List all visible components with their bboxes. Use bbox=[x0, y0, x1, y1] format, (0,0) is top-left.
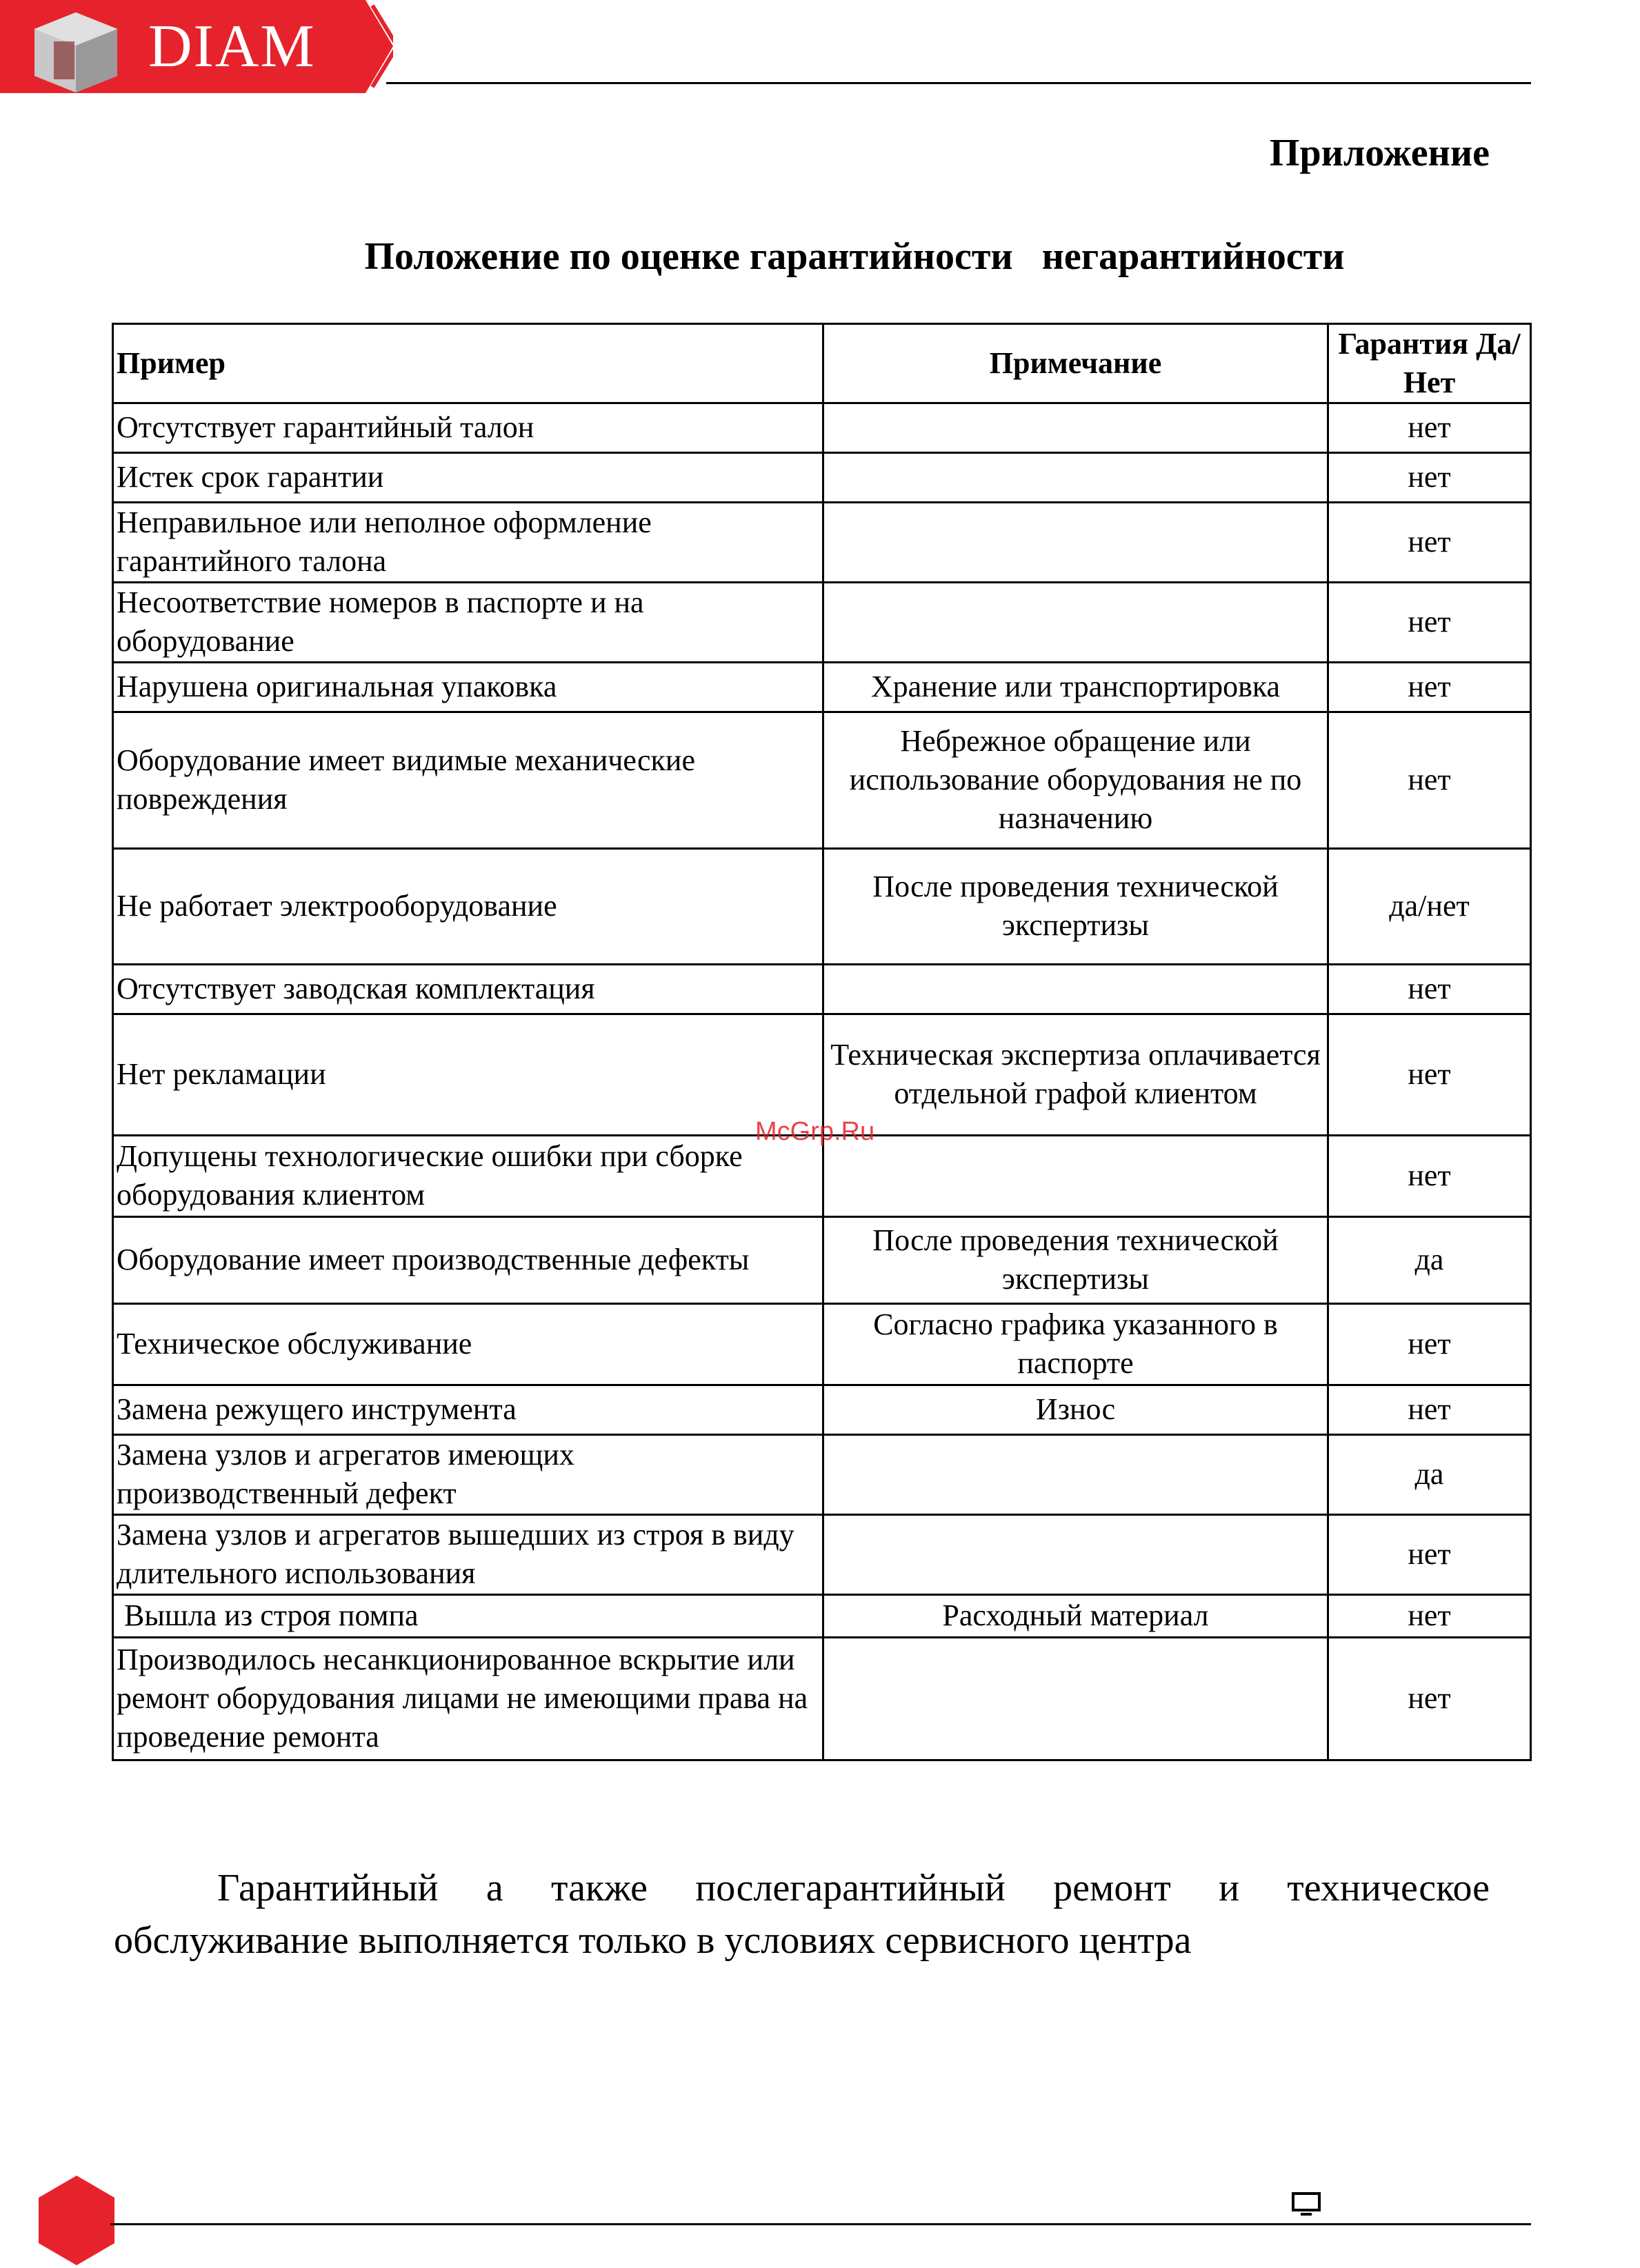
cell-example: Оборудование имеет видимые механические повреждения bbox=[113, 712, 823, 848]
cell-example: Несоответствие номеров в паспорте и на оборудование bbox=[113, 582, 823, 662]
cell-example: Нет рекламации bbox=[113, 1014, 823, 1135]
cell-note bbox=[823, 1514, 1328, 1594]
table-row bbox=[113, 662, 1531, 712]
closing-line-1: Гарантийный а также послегарантийный ремонт и техническое bbox=[217, 1867, 1490, 1909]
footer-divider bbox=[110, 2223, 1531, 2225]
cell-note bbox=[823, 502, 1328, 582]
cell-note: После проведения технической экспертизы bbox=[823, 1216, 1328, 1303]
document-title: Положение по оценке гарантийности негарантийности bbox=[364, 235, 1345, 278]
cell-warranty: нет bbox=[1328, 502, 1531, 582]
table-row bbox=[113, 848, 1531, 964]
cell-warranty: да bbox=[1328, 1216, 1531, 1303]
cell-warranty: нет bbox=[1328, 452, 1531, 502]
cell-example: Отсутствует заводская комплектация bbox=[113, 964, 823, 1014]
table-row bbox=[113, 1385, 1531, 1434]
cell-note: Износ bbox=[823, 1385, 1328, 1434]
cell-example: Истек срок гарантии bbox=[113, 452, 823, 502]
column-header-example: Пример bbox=[113, 324, 823, 403]
cell-example: Замена режущего инструмента bbox=[113, 1385, 823, 1434]
cell-example: Производилось несанкционированное вскрытие или ремонт оборудования лицами не имеющими права на проведение ремонта bbox=[113, 1637, 823, 1760]
watermark: McGrp.Ru bbox=[755, 1117, 875, 1146]
cell-example: Вышла из строя помпа bbox=[113, 1594, 823, 1637]
table-row bbox=[113, 1434, 1531, 1514]
cell-example: Отсутствует гарантийный талон bbox=[113, 403, 823, 452]
cell-example: Неправильное или неполное оформление гарантийного талона bbox=[113, 502, 823, 582]
header-divider bbox=[386, 82, 1531, 84]
cell-note: Согласно графика указанного в паспорте bbox=[823, 1303, 1328, 1385]
cell-warranty: да bbox=[1328, 1434, 1531, 1514]
table-row bbox=[113, 1135, 1531, 1216]
red-hexagon-icon bbox=[39, 2176, 114, 2265]
cell-warranty: нет bbox=[1328, 1303, 1531, 1385]
cell-note bbox=[823, 1637, 1328, 1760]
cell-warranty: да/нет bbox=[1328, 848, 1531, 964]
cell-note bbox=[823, 1434, 1328, 1514]
cell-example: Замена узлов и агрегатов имеющих производственный дефект bbox=[113, 1434, 823, 1514]
cell-note bbox=[823, 582, 1328, 662]
cell-note: После проведения технической экспертизы bbox=[823, 848, 1328, 964]
table-row bbox=[113, 452, 1531, 502]
cell-example: Оборудование имеет производственные дефекты bbox=[113, 1216, 823, 1303]
cell-example: Не работает электрооборудование bbox=[113, 848, 823, 964]
closing-line-2: обслуживание выполняется только в условиях сервисного центра bbox=[114, 1919, 1192, 1962]
cell-example: Нарушена оригинальная упаковка bbox=[113, 662, 823, 712]
cell-note bbox=[823, 403, 1328, 452]
warranty-table bbox=[112, 323, 1532, 1761]
table-row bbox=[113, 712, 1531, 848]
cell-example: Замена узлов и агрегатов вышедших из строя в виду длительного использования bbox=[113, 1514, 823, 1594]
cell-note: Техническая экспертиза оплачивается отдельной графой клиентом bbox=[823, 1014, 1328, 1135]
cell-warranty: нет bbox=[1328, 662, 1531, 712]
closing-paragraph bbox=[114, 1862, 1490, 1967]
cell-warranty: нет bbox=[1328, 403, 1531, 452]
diam-cube-logo-icon bbox=[34, 12, 117, 92]
cell-warranty: нет bbox=[1328, 1637, 1531, 1760]
appendix-label: Приложение bbox=[1269, 132, 1490, 174]
cell-warranty: нет bbox=[1328, 1514, 1531, 1594]
cell-warranty: нет bbox=[1328, 964, 1531, 1014]
table-row bbox=[113, 1637, 1531, 1760]
cell-note: Хранение или транспортировка bbox=[823, 662, 1328, 712]
table-row bbox=[113, 1216, 1531, 1303]
cell-warranty: нет bbox=[1328, 1135, 1531, 1216]
table-row bbox=[113, 502, 1531, 582]
monitor-icon bbox=[1291, 2191, 1321, 2219]
table-header-row bbox=[113, 324, 1531, 403]
cell-warranty: нет bbox=[1328, 1594, 1531, 1637]
table-row bbox=[113, 403, 1531, 452]
table-row bbox=[113, 964, 1531, 1014]
column-header-note: Примечание bbox=[823, 324, 1328, 403]
cell-example: Допущены технологические ошибки при сборке оборудования клиентом bbox=[113, 1135, 823, 1216]
column-header-warranty: Гарантия Да/Нет bbox=[1328, 324, 1531, 403]
table-row bbox=[113, 1303, 1531, 1385]
table-row bbox=[113, 582, 1531, 662]
brand-tag bbox=[0, 0, 393, 93]
cell-warranty: нет bbox=[1328, 712, 1531, 848]
cell-note: Небрежное обращение или использование оборудования не по назначению bbox=[823, 712, 1328, 848]
cell-warranty: нет bbox=[1328, 1014, 1531, 1135]
cell-note bbox=[823, 1135, 1328, 1216]
cell-warranty: нет bbox=[1328, 1385, 1531, 1434]
brand-name: DIAM bbox=[148, 13, 316, 80]
table-row bbox=[113, 1594, 1531, 1637]
cell-warranty: нет bbox=[1328, 582, 1531, 662]
cell-note bbox=[823, 452, 1328, 502]
table-row bbox=[113, 1514, 1531, 1594]
cell-note: Расходный материал bbox=[823, 1594, 1328, 1637]
cell-example: Техническое обслуживание bbox=[113, 1303, 823, 1385]
cell-note bbox=[823, 964, 1328, 1014]
